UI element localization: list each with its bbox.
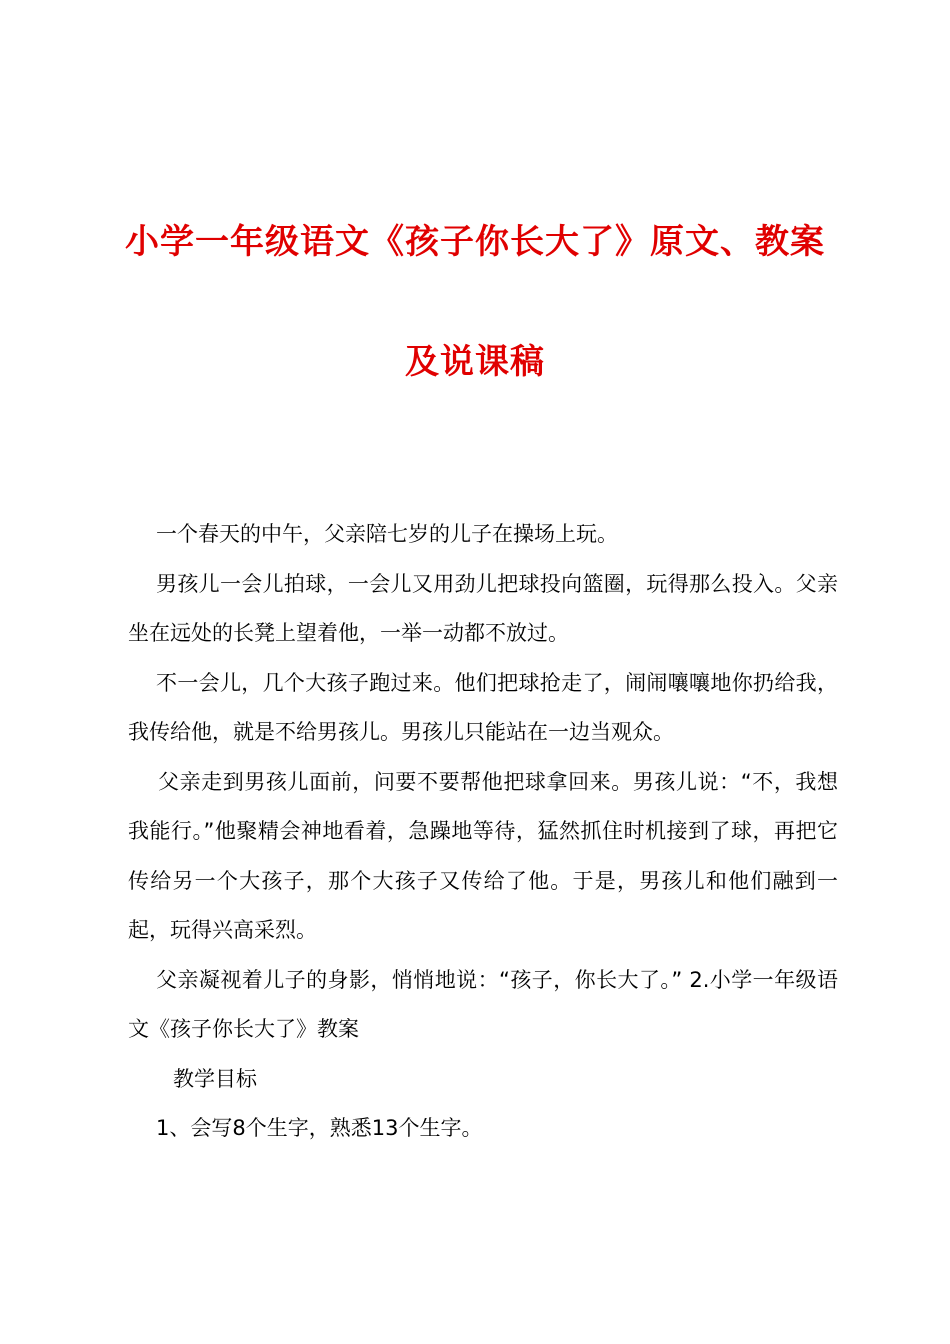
section-heading: 教学目标 — [173, 1066, 257, 1091]
paragraph: 一个春天的中午，父亲陪七岁的儿子在操场上玩。 — [156, 522, 618, 546]
paragraph: 男孩儿一会儿拍球，一会儿又用劲儿把球投向篮圈，玩得那么投入。父亲坐在远处的长凳上望着他，一举一动都不放过。 — [128, 571, 838, 645]
document-title-line-1: 小学一年级语文《孩子你长大了》原文、教案 — [125, 222, 825, 262]
document-body — [128, 510, 838, 1154]
paragraph: 父亲凝视着儿子的身影，悄悄地说：“孩子，你长大了。” 2.小学一年级语文《孩子你长大了》教案 — [128, 967, 838, 1041]
paragraph: 不一会儿，几个大孩子跑过来。他们把球抢走了，闹闹嚷嚷地你扔给我，我传给他，就是不给男孩儿。男孩儿只能站在一边当观众。 — [128, 670, 838, 744]
document-title-line-2: 及说课稿 — [405, 342, 545, 382]
paragraph: 父亲走到男孩儿面前，问要不要帮他把球拿回来。男孩儿说：“不，我想我能行。”他聚精会神地看着，急躁地等待，猛然抓住时机接到了球，再把它传给另一个大孩子，那个大孩子又传给了他。于是，男孩儿和他们融到一起，玩得兴高采烈。 — [128, 769, 838, 942]
list-item: 1、会写8个生字，熟悉13个生字。 — [156, 1116, 483, 1140]
